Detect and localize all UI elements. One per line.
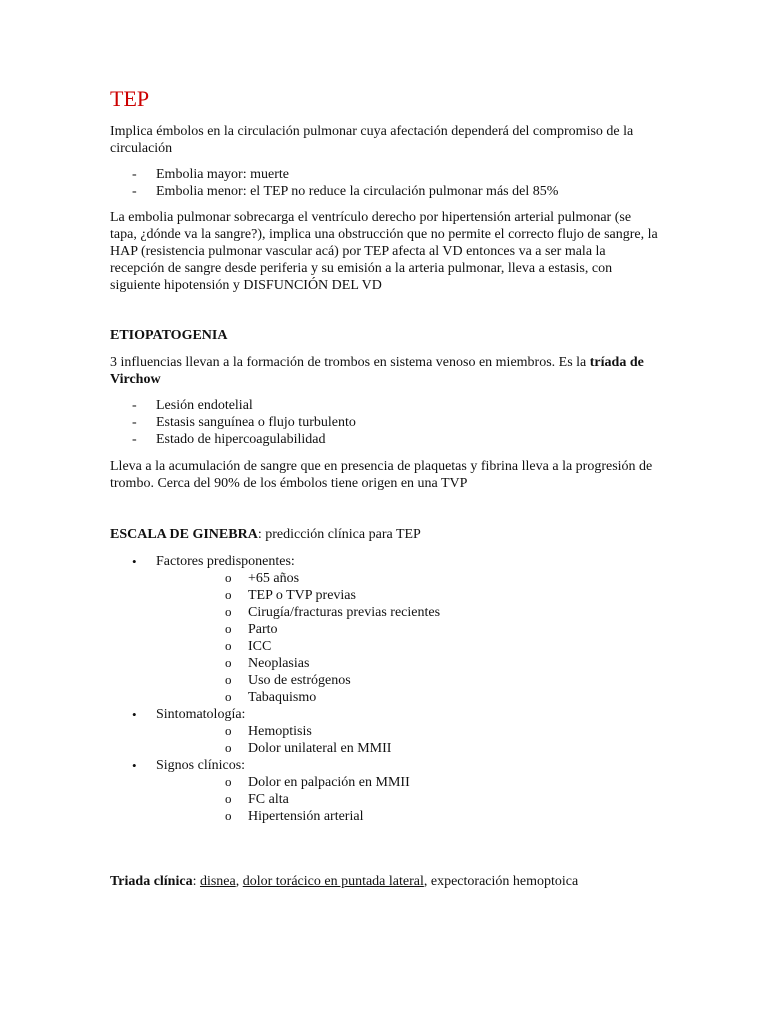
group-label: Factores predisponentes: <box>156 554 295 569</box>
sublist-item-text: ICC <box>248 639 272 654</box>
triada-item-dolor: dolor torácico en puntada lateral <box>242 874 424 889</box>
sublist-item <box>156 672 658 689</box>
dash-marker: - <box>132 167 137 182</box>
sublist <box>156 723 658 757</box>
list-item-text: Estado de hipercoagulabilidad <box>156 432 326 447</box>
sublist-item <box>156 621 658 638</box>
circle-marker: o <box>225 638 232 653</box>
section-heading-ginebra: ESCALA DE GINEBRA <box>110 527 258 542</box>
circle-marker: o <box>225 774 232 789</box>
triada-clinica-line <box>110 873 658 890</box>
list-item <box>110 397 658 414</box>
list-item-text: Estasis sanguínea o flujo turbulento <box>156 415 356 430</box>
section-heading-etiopatogenia: ETIOPATOGENIA <box>110 328 228 343</box>
circle-marker: o <box>225 621 232 636</box>
list-item-text: Lesión endotelial <box>156 398 253 413</box>
circle-marker: o <box>225 655 232 670</box>
triada-item-expectoracion: expectoración hemoptoica <box>430 874 579 889</box>
sublist-item <box>156 723 658 740</box>
triada-item-disnea: disnea <box>199 874 236 889</box>
list-group <box>110 757 658 825</box>
ginebra-heading-line <box>110 526 658 543</box>
dash-marker: - <box>132 415 137 430</box>
list-item <box>110 431 658 448</box>
sublist <box>156 570 658 706</box>
circle-marker: o <box>225 723 232 738</box>
list-item <box>110 414 658 431</box>
sublist-item <box>156 638 658 655</box>
virchow-list <box>110 397 658 448</box>
list-item-text: Embolia menor: el TEP no reduce la circulación pulmonar más del 85% <box>156 184 559 199</box>
sublist-item-text: +65 años <box>248 571 300 586</box>
circle-marker: o <box>225 604 232 619</box>
sublist-item-text: FC alta <box>248 792 289 807</box>
bullet-marker: • <box>132 707 137 722</box>
sublist-item-text: Dolor en palpación en MMII <box>248 775 410 790</box>
sublist-item-text: Uso de estrógenos <box>248 673 351 688</box>
group-label: Signos clínicos: <box>156 758 246 773</box>
circle-marker: o <box>225 808 232 823</box>
ginebra-list <box>110 553 658 825</box>
page-title: TEP <box>110 86 150 111</box>
embolia-list <box>110 166 658 200</box>
dash-marker: - <box>132 184 137 199</box>
list-group <box>110 706 658 757</box>
sublist-item <box>156 774 658 791</box>
circle-marker: o <box>225 791 232 806</box>
sublist-item-text: Hipertensión arterial <box>248 809 364 824</box>
vd-paragraph: La embolia pulmonar sobrecarga el ventrículo derecho por hipertensión arterial pulmonar (se tapa, ¿dónde va la sangre?), implica una obstrucción que no permite el correcto flujo de sangre, la HAP (resistencia pulmonar vascular acá) por TEP afecta al VD entonces va a ser mala la recepción de sangre desde periferia y su emisión a la arteria pulmonar, lleva a estasis, con siguiente hipotensión y DISFUNCIÓN DEL VD <box>110 210 658 293</box>
sublist-item-text: Hemoptisis <box>248 724 312 739</box>
list-item <box>110 183 658 200</box>
etio-paragraph <box>110 354 658 388</box>
circle-marker: o <box>225 587 232 602</box>
sublist-item-text: Tabaquismo <box>248 690 317 705</box>
trombo-paragraph: Lleva a la acumulación de sangre que en presencia de plaquetas y fibrina lleva a la progresión de trombo. Cerca del 90% de los émbolos tiene origen en una TVP <box>110 459 653 491</box>
sublist-item <box>156 808 658 825</box>
virchow-term: tríada de Virchow <box>110 355 644 387</box>
sublist <box>156 774 658 825</box>
dash-marker: - <box>132 432 137 447</box>
triada-colon: : <box>192 874 200 889</box>
sublist-item <box>156 604 658 621</box>
sublist-item <box>156 791 658 808</box>
circle-marker: o <box>225 689 232 704</box>
etio-text: 3 influencias llevan a la formación de trombos en sistema venoso en miembros. Es la <box>110 355 590 370</box>
list-group <box>110 553 658 706</box>
circle-marker: o <box>225 570 232 585</box>
group-label: Sintomatología: <box>156 707 246 722</box>
sublist-item-text: Cirugía/fracturas previas recientes <box>248 605 441 620</box>
ginebra-subtitle: : predicción clínica para TEP <box>257 527 421 542</box>
triada-separator: , <box>235 874 243 889</box>
list-item-text: Embolia mayor: muerte <box>156 167 289 182</box>
dash-marker: - <box>132 398 137 413</box>
circle-marker: o <box>225 740 232 755</box>
sublist-item-text: TEP o TVP previas <box>248 588 356 603</box>
bullet-marker: • <box>132 554 137 569</box>
sublist-item <box>156 689 658 706</box>
intro-paragraph: Implica émbolos en la circulación pulmonar cuya afectación dependerá del compromiso de la circulación <box>110 124 634 156</box>
sublist-item <box>156 587 658 604</box>
sublist-item <box>156 655 658 672</box>
sublist-item-text: Dolor unilateral en MMII <box>248 741 392 756</box>
triada-label: Triada clínica <box>110 874 193 889</box>
bullet-marker: • <box>132 758 137 773</box>
circle-marker: o <box>225 672 232 687</box>
triada-separator: , <box>423 874 431 889</box>
list-item <box>110 166 658 183</box>
sublist-item-text: Neoplasias <box>248 656 310 671</box>
sublist-item-text: Parto <box>248 622 278 637</box>
sublist-item <box>156 570 658 587</box>
sublist-item <box>156 740 658 757</box>
